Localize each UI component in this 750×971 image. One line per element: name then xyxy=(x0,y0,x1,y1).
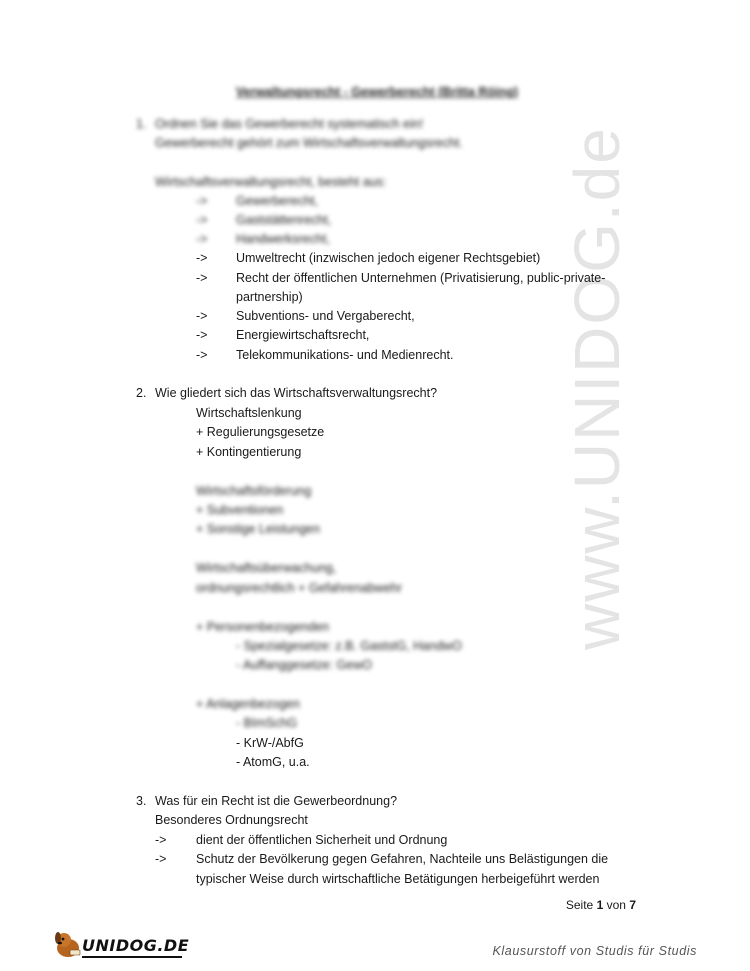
dog-icon xyxy=(52,928,84,960)
arrow: -> xyxy=(196,328,208,342)
list-item: + Personenbezogenden xyxy=(196,620,330,634)
unidog-logo xyxy=(52,928,190,962)
watermark: www.UNIDOG.de xyxy=(561,126,633,650)
list-item: - BImSchG xyxy=(236,716,298,730)
arrow: -> xyxy=(196,309,208,323)
list-item: - KrW-/AbfG xyxy=(236,736,304,750)
logo-text: UNIDOG.DE xyxy=(82,936,190,955)
arrow: -> xyxy=(196,271,208,285)
list-item: + Kontingentierung xyxy=(196,445,302,459)
list-item: - AtomG, u.a. xyxy=(236,755,310,769)
q3-answer: Besonderes Ordnungsrecht xyxy=(155,813,308,827)
q2-number: 2. xyxy=(136,386,147,400)
q1-question: Ordnen Sie das Gewerberecht systematisch ein! xyxy=(155,117,424,131)
arrow: -> xyxy=(196,348,208,362)
list-item: Schutz der Bevölkerung gegen Gefahren, Nachteile uns Belästigungen die xyxy=(196,852,609,866)
list-item: + Sonstige Leistungen xyxy=(196,522,321,536)
q1-number: 1. xyxy=(136,117,147,131)
list-item: Telekommunikations- und Medienrecht. xyxy=(236,348,454,362)
page-title: Verwaltungsrecht - Gewerberecht (Britta Röing) xyxy=(236,85,518,99)
list-item: Wirtschaftsförderung xyxy=(196,484,312,498)
list-item: Wirtschaftsüberwachung, xyxy=(196,561,337,575)
footer-tagline: Klausurstoff von Studis für Studis xyxy=(492,944,697,958)
page-current: 1 xyxy=(596,898,604,912)
list-item: dient der öffentlichen Sicherheit und Ordnung xyxy=(196,833,448,847)
arrow: -> xyxy=(155,833,167,847)
page-total: 7 xyxy=(629,898,636,912)
arrow: -> xyxy=(196,232,208,246)
list-item: Gewerberecht, xyxy=(236,194,318,208)
q3-question: Was für ein Recht ist die Gewerbeordnung? xyxy=(155,794,398,808)
q1-answer: Gewerberecht gehört zum Wirtschaftsverwaltungsrecht. xyxy=(155,136,463,150)
list-item: ordnungsrechtlich + Gefahrenabwehr xyxy=(196,581,403,595)
q2-question: Wie gliedert sich das Wirtschaftsverwaltungsrecht? xyxy=(155,386,438,400)
arrow: -> xyxy=(155,852,167,866)
list-item: Umweltrecht (inzwischen jedoch eigener Rechtsgebiet) xyxy=(236,251,541,265)
arrow: -> xyxy=(196,194,208,208)
list-item: Subventions- und Vergaberecht, xyxy=(236,309,415,323)
arrow: -> xyxy=(196,251,208,265)
page-label: Seite xyxy=(565,898,594,912)
list-item: + Regulierungsgesetze xyxy=(196,425,325,439)
q1-intro: Wirtschaftsverwaltungsrecht, besteht aus: xyxy=(155,175,387,189)
arrow: -> xyxy=(196,213,208,227)
list-item: Gaststättenrecht, xyxy=(236,213,332,227)
list-item: partnership) xyxy=(236,290,303,304)
list-item: typischer Weise durch wirtschaftliche Betätigungen herbeigeführt werden xyxy=(196,872,600,886)
page-number xyxy=(566,898,636,912)
list-item: Handwerksrecht, xyxy=(236,232,330,246)
list-item: - Spezialgesetze: z.B. GaststG, HandwO xyxy=(236,639,462,653)
list-item: + Anlagenbezogen xyxy=(196,697,300,711)
q3-number: 3. xyxy=(136,794,147,808)
list-item: Recht der öffentlichen Unternehmen (Privatisierung, public-private- xyxy=(236,271,606,285)
list-item: - Auffanggesetze: GewO xyxy=(236,658,372,672)
list-item: Wirtschaftslenkung xyxy=(196,406,302,420)
logo-underline xyxy=(82,956,182,958)
list-item: + Subventionen xyxy=(196,503,284,517)
page-of: von xyxy=(606,898,626,912)
list-item: Energiewirtschaftsrecht, xyxy=(236,328,370,342)
